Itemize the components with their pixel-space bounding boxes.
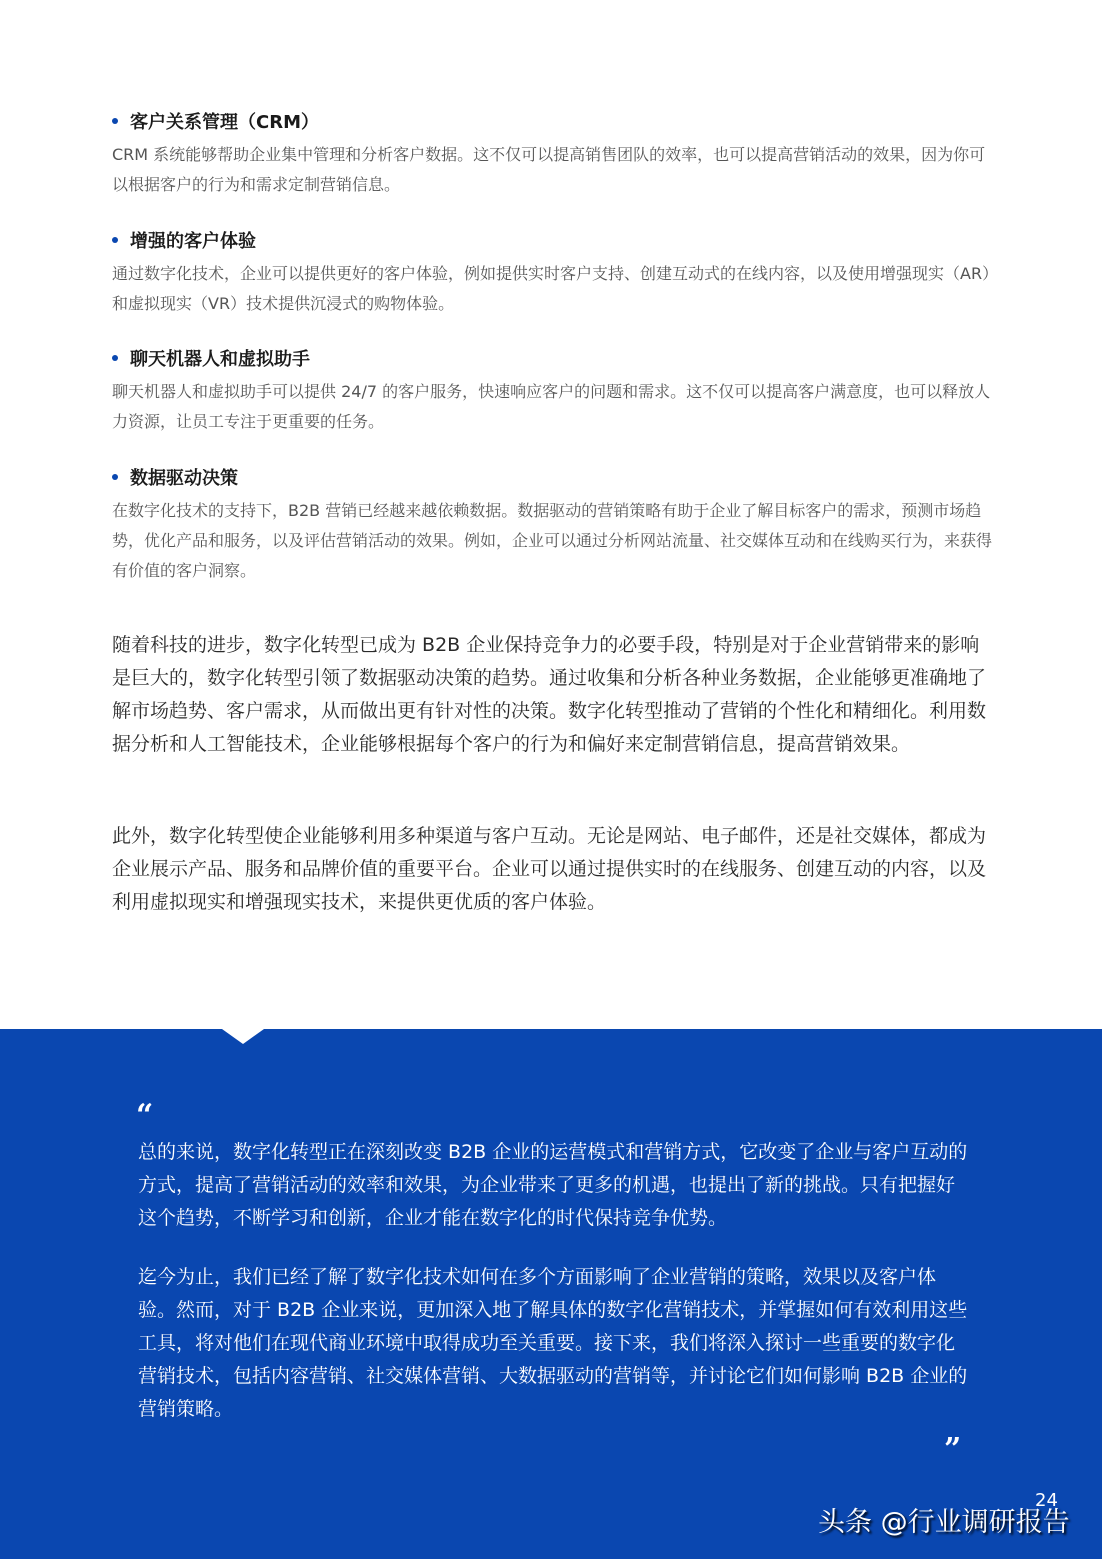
bullet-title: 增强的客户体验	[130, 231, 256, 252]
bullet-title: 数据驱动决策	[130, 468, 238, 489]
bullet-icon	[112, 118, 118, 124]
bullet-text: 在数字化技术的支持下，B2B 营销已经越来越依赖数据。数据驱动的营销策略有助于企业了解目标客户的需求，预测市场趋势，优化产品和服务，以及评估营销活动的效果。例如，企业可以通过分析网站流量、社交媒体互动和在线购买行为，来获得有价值的客户洞察。	[112, 501, 993, 580]
bullet-icon	[112, 355, 118, 361]
watermark: 头条 @行业调研报告	[818, 1507, 1070, 1538]
bullet-text: CRM 系统能够帮助企业集中管理和分析客户数据。这不仅可以提高销售团队的效率，也可以提高营销活动的效果，因为你可以根据客户的行为和需求定制营销信息。	[112, 145, 986, 194]
bullet-title: 聊天机器人和虚拟助手	[130, 349, 310, 370]
close-quote-icon: ”	[944, 1432, 962, 1467]
bullet-chatbots	[112, 345, 992, 437]
bullet-icon	[112, 474, 118, 480]
bullet-crm	[112, 108, 992, 200]
open-quote-icon: “	[136, 1098, 154, 1133]
notch-decoration	[222, 1029, 264, 1044]
page-number: 24	[1035, 1490, 1058, 1511]
bullet-customer-experience	[112, 227, 992, 319]
bullet-title: 客户关系管理（CRM）	[130, 112, 319, 133]
body-paragraph: 此外，数字化转型使企业能够利用多种渠道与客户互动。无论是网站、电子邮件，还是社交媒体，都成为企业展示产品、服务和品牌价值的重要平台。企业可以通过提供实时的在线服务、创建互动的内容，以及利用虚拟现实和增强现实技术，来提供更优质的客户体验。	[112, 825, 987, 913]
bullet-text: 聊天机器人和虚拟助手可以提供 24/7 的客户服务，快速响应客户的问题和需求。这不仅可以提高客户满意度，也可以释放人力资源，让员工专注于更重要的任务。	[112, 382, 991, 431]
bullet-data-driven	[112, 464, 992, 586]
bullet-icon	[112, 237, 118, 243]
quote-paragraph: 迄今为止，我们已经了解了数字化技术如何在多个方面影响了企业营销的策略，效果以及客户体验。然而，对于 B2B 企业来说，更加深入地了解具体的数字化营销技术，并掌握如何有效利用这些工具，将对他们在现代商业环境中取得成功至关重要。接下来，我们将深入探讨一些重要的数字化营销技术，包括内容营销、社交媒体营销、大数据驱动的营销等，并讨论它们如何影响 B2B 企业的营销策略。	[138, 1266, 968, 1420]
bullet-text: 通过数字化技术，企业可以提供更好的客户体验，例如提供实时客户支持、创建互动式的在线内容，以及使用增强现实（AR）和虚拟现实（VR）技术提供沉浸式的购物体验。	[112, 264, 991, 313]
body-paragraph: 随着科技的进步，数字化转型已成为 B2B 企业保持竞争力的必要手段，特别是对于企业营销带来的影响是巨大的，数字化转型引领了数据驱动决策的趋势。通过收集和分析各种业务数据，企业能够更准确地了解市场趋势、客户需求，从而做出更有针对性的决策。数字化转型推动了营销的个性化和精细化。利用数据分析和人工智能技术，企业能够根据每个客户的行为和偏好来定制营销信息，提高营销效果。	[112, 634, 987, 755]
quote-paragraph: 总的来说，数字化转型正在深刻改变 B2B 企业的运营模式和营销方式，它改变了企业与客户互动的方式，提高了营销活动的效率和效果，为企业带来了更多的机遇，也提出了新的挑战。只有把握好这个趋势，不断学习和创新，企业才能在数字化的时代保持竞争优势。	[138, 1141, 968, 1229]
